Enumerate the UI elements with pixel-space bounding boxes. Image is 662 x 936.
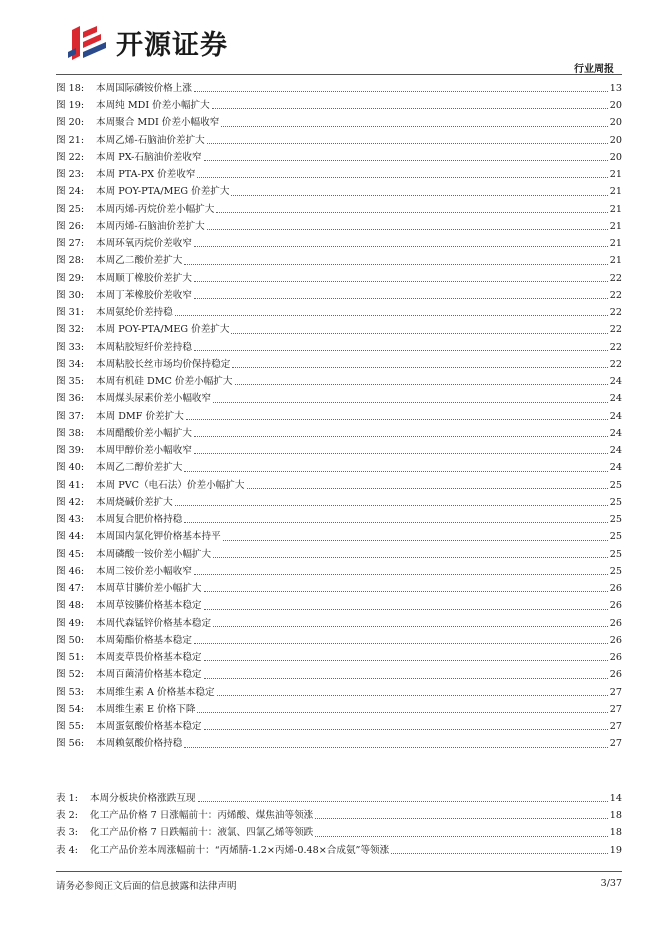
entry-page-number: 21 (609, 186, 622, 198)
figure-toc-entry[interactable] (56, 391, 622, 408)
entry-title: 本周丙烯-石脑油价差扩大 (96, 220, 205, 232)
dot-leader (194, 298, 608, 299)
dot-leader (184, 747, 607, 748)
figure-toc-entry[interactable] (56, 166, 622, 183)
entry-number: 图 50: (56, 634, 85, 646)
entry-page-number: 26 (609, 600, 622, 612)
entry-title: 本周草铵膦价格基本稳定 (96, 600, 202, 612)
entry-page-number: 26 (609, 617, 622, 629)
figure-toc-entry[interactable] (56, 598, 622, 615)
entry-number: 图 20: (56, 117, 85, 129)
entry-page-number: 21 (609, 203, 622, 215)
dot-leader (216, 212, 607, 213)
table-toc-entry[interactable] (56, 825, 622, 842)
dot-leader (194, 453, 608, 454)
figure-toc-entry[interactable] (56, 511, 622, 528)
entry-page-number: 22 (609, 341, 622, 353)
dot-leader (184, 264, 607, 265)
entry-title: 本周煤头尿素价差小幅收窄 (96, 393, 212, 405)
entry-title: 本周有机硅 DMC 价差小幅扩大 (96, 376, 233, 388)
entry-number: 图 54: (56, 703, 85, 715)
entry-page-number: 25 (609, 479, 622, 491)
entry-title: 本周丙烯-丙烷价差小幅扩大 (96, 203, 215, 215)
entry-page-number: 24 (609, 462, 622, 474)
entry-number: 图 51: (56, 652, 85, 664)
entry-title: 本周百菌清价格基本稳定 (96, 669, 202, 681)
entry-page-number: 22 (609, 307, 622, 319)
entry-number: 图 42: (56, 496, 85, 508)
figure-toc-entry[interactable] (56, 149, 622, 166)
figure-toc-entry[interactable] (56, 184, 622, 201)
dot-leader (194, 350, 608, 351)
figure-toc-entry[interactable] (56, 201, 622, 218)
entry-page-number: 22 (609, 358, 622, 370)
brand-name: 开源证券 (116, 29, 228, 61)
dot-leader (197, 712, 607, 713)
entry-number: 图 39: (56, 445, 85, 457)
entry-number: 表 4: (56, 844, 78, 856)
figure-toc-entry[interactable] (56, 615, 622, 632)
dot-leader (221, 126, 607, 127)
footer-divider (56, 871, 622, 872)
figure-toc-entry[interactable] (56, 649, 622, 666)
figure-toc-entry[interactable] (56, 253, 622, 270)
dot-leader (213, 402, 608, 403)
figure-toc-entry[interactable] (56, 339, 622, 356)
dot-leader (194, 643, 608, 644)
entry-title: 本周纯 MDI 价差小幅扩大 (96, 100, 210, 112)
entry-page-number: 19 (609, 844, 622, 856)
dot-leader (204, 678, 608, 679)
entry-number: 图 55: (56, 721, 85, 733)
entry-number: 图 38: (56, 427, 85, 439)
entry-number: 图 46: (56, 565, 85, 577)
entry-title: 本周麦草畏价格基本稳定 (96, 652, 202, 664)
entry-page-number: 26 (609, 634, 622, 646)
figure-toc-entry[interactable] (56, 287, 622, 304)
entry-page-number: 25 (609, 531, 622, 543)
dot-leader (315, 818, 608, 819)
entry-number: 图 31: (56, 307, 85, 319)
entry-number: 图 32: (56, 324, 85, 336)
dot-leader (175, 315, 608, 316)
entry-page-number: 27 (609, 703, 622, 715)
entry-page-number: 13 (609, 82, 622, 94)
entry-title: 本周 PTA-PX 价差收窄 (96, 169, 196, 181)
entry-number: 图 28: (56, 255, 85, 267)
entry-page-number: 27 (609, 738, 622, 750)
entry-title: 本周环氧丙烷价差收窄 (96, 238, 192, 250)
figure-toc-entry[interactable] (56, 494, 622, 511)
figure-list (56, 80, 622, 753)
entry-number: 图 24: (56, 186, 85, 198)
entry-page-number: 20 (609, 134, 622, 146)
entry-number: 图 40: (56, 462, 85, 474)
entry-title: 本周粘胶短纤价差持稳 (96, 341, 192, 353)
entry-page-number: 26 (609, 583, 622, 595)
figure-toc-entry[interactable] (56, 235, 622, 252)
entry-page-number: 21 (609, 238, 622, 250)
entry-title: 本周复合肥价格持稳 (96, 514, 183, 526)
entry-page-number: 26 (609, 652, 622, 664)
dot-leader (231, 333, 607, 334)
dot-leader (184, 471, 607, 472)
entry-number: 表 3: (56, 827, 78, 839)
entry-title: 本周赖氨酸价格持稳 (96, 738, 183, 750)
dot-leader (223, 540, 608, 541)
figure-toc-entry[interactable] (56, 718, 622, 735)
figure-toc-entry[interactable] (56, 304, 622, 321)
entry-title: 本周乙二酸价差扩大 (96, 255, 183, 267)
figure-toc-entry[interactable] (56, 460, 622, 477)
entry-page-number: 27 (609, 721, 622, 733)
entry-title: 本周聚合 MDI 价差小幅收窄 (96, 117, 220, 129)
dot-leader (235, 384, 608, 385)
dot-leader (175, 505, 608, 506)
entry-title: 本周草甘膦价差小幅扩大 (96, 583, 202, 595)
entry-page-number: 25 (609, 496, 622, 508)
entry-number: 图 34: (56, 358, 85, 370)
dot-leader (204, 160, 608, 161)
entry-number: 图 44: (56, 531, 85, 543)
entry-title: 本周 PX-石脑油价差收窄 (96, 151, 202, 163)
brand-logo (66, 22, 266, 62)
dot-leader (232, 367, 607, 368)
entry-title: 化工产品价差本周涨幅前十：“丙烯腈-1.2×丙烯-0.48×合成氨”等领涨 (90, 844, 390, 856)
entry-page-number: 20 (609, 100, 622, 112)
entry-page-number: 20 (609, 117, 622, 129)
table-toc-entry[interactable] (56, 790, 622, 807)
entry-title: 本周国内氯化钾价格基本持平 (96, 531, 221, 543)
dot-leader (204, 609, 608, 610)
entry-title: 本周 POY-PTA/MEG 价差扩大 (96, 186, 230, 198)
entry-number: 图 48: (56, 600, 85, 612)
entry-number: 图 27: (56, 238, 85, 250)
entry-page-number: 22 (609, 289, 622, 301)
dot-leader (217, 695, 608, 696)
dot-leader (194, 436, 608, 437)
figure-toc-entry[interactable] (56, 322, 622, 339)
header-divider (56, 74, 622, 75)
entry-number: 图 36: (56, 393, 85, 405)
entry-title: 本周氨纶价差持稳 (96, 307, 173, 319)
page-number: 3/37 (600, 878, 622, 889)
figure-toc-entry[interactable] (56, 632, 622, 649)
entry-title: 本周二铵价差小幅收窄 (96, 565, 192, 577)
dot-leader (204, 729, 608, 730)
dot-leader (204, 591, 608, 592)
entry-number: 图 49: (56, 617, 85, 629)
entry-number: 图 19: (56, 100, 85, 112)
entry-page-number: 24 (609, 376, 622, 388)
page-footer (56, 878, 622, 892)
entry-page-number: 22 (609, 324, 622, 336)
entry-number: 图 30: (56, 289, 85, 301)
entry-title: 本周甲醇价差小幅收窄 (96, 445, 192, 457)
dot-leader (198, 801, 608, 802)
entry-number: 图 26: (56, 220, 85, 232)
table-list (56, 790, 622, 859)
kaiyuan-logo-icon (66, 22, 110, 62)
entry-page-number: 24 (609, 445, 622, 457)
dot-leader (247, 488, 608, 489)
entry-page-number: 26 (609, 669, 622, 681)
entry-number: 图 56: (56, 738, 85, 750)
dot-leader (194, 246, 608, 247)
entry-number: 图 53: (56, 686, 85, 698)
dot-leader (207, 143, 608, 144)
figure-toc-entry[interactable] (56, 546, 622, 563)
dot-leader (231, 195, 607, 196)
entry-number: 图 35: (56, 376, 85, 388)
entry-title: 本周粘胶长丝市场均价保持稳定 (96, 358, 231, 370)
entry-title: 本周 DMF 价差扩大 (96, 410, 184, 422)
figure-toc-entry[interactable] (56, 115, 622, 132)
figure-toc-entry[interactable] (56, 356, 622, 373)
entry-title: 本周代森锰锌价格基本稳定 (96, 617, 212, 629)
entry-number: 图 45: (56, 548, 85, 560)
dot-leader (207, 229, 608, 230)
entry-page-number: 24 (609, 393, 622, 405)
figure-toc-entry[interactable] (56, 442, 622, 459)
dot-leader (184, 522, 607, 523)
figure-toc-entry[interactable] (56, 563, 622, 580)
entry-title: 本周国际磷铵价格上涨 (96, 82, 192, 94)
entry-title: 化工产品价格 7 日涨幅前十：丙烯酸、煤焦油等领涨 (90, 810, 314, 822)
entry-title: 本周分板块价格涨跌互现 (90, 792, 196, 804)
entry-page-number: 25 (609, 548, 622, 560)
dot-leader (197, 177, 607, 178)
entry-page-number: 24 (609, 427, 622, 439)
entry-number: 图 23: (56, 169, 85, 181)
entry-page-number: 24 (609, 410, 622, 422)
dot-leader (194, 281, 608, 282)
figure-toc-entry[interactable] (56, 580, 622, 597)
entry-title: 本周菊酯价格基本稳定 (96, 634, 192, 646)
footer-disclaimer: 请务必参阅正文后面的信息披露和法律声明 (56, 881, 237, 892)
entry-page-number: 18 (609, 827, 622, 839)
figure-toc-entry[interactable] (56, 701, 622, 718)
entry-title: 本周醋酸价差小幅扩大 (96, 427, 192, 439)
figure-toc-entry[interactable] (56, 477, 622, 494)
table-toc-entry[interactable] (56, 807, 622, 824)
dot-leader (186, 419, 608, 420)
entry-number: 图 37: (56, 410, 85, 422)
dot-leader (213, 626, 608, 627)
entry-number: 图 21: (56, 134, 85, 146)
entry-page-number: 25 (609, 514, 622, 526)
dot-leader (194, 574, 608, 575)
page-header (0, 0, 662, 78)
figure-toc-entry[interactable] (56, 667, 622, 684)
dot-leader (194, 91, 608, 92)
report-type-label: 行业周报 (574, 64, 614, 75)
entry-number: 图 43: (56, 514, 85, 526)
entry-number: 图 25: (56, 203, 85, 215)
dot-leader (204, 660, 608, 661)
figure-toc-entry[interactable] (56, 80, 622, 97)
dot-leader (213, 557, 608, 558)
dot-leader (315, 836, 608, 837)
entry-page-number: 21 (609, 220, 622, 232)
figure-toc-entry[interactable] (56, 408, 622, 425)
entry-title: 本周 POY-PTA/MEG 价差扩大 (96, 324, 230, 336)
figure-toc-entry[interactable] (56, 218, 622, 235)
figure-toc-entry[interactable] (56, 373, 622, 390)
entry-title: 本周蛋氨酸价格基本稳定 (96, 721, 202, 733)
entry-page-number: 20 (609, 151, 622, 163)
entry-number: 图 52: (56, 669, 85, 681)
entry-number: 图 29: (56, 272, 85, 284)
entry-page-number: 21 (609, 169, 622, 181)
entry-title: 本周丁苯橡胶价差收窄 (96, 289, 192, 301)
entry-number: 图 41: (56, 479, 85, 491)
entry-title: 本周烧碱价差扩大 (96, 496, 173, 508)
figure-toc-entry[interactable] (56, 270, 622, 287)
entry-title: 本周维生素 E 价格下降 (96, 703, 196, 715)
figure-toc-entry[interactable] (56, 684, 622, 701)
entry-page-number: 14 (609, 792, 622, 804)
entry-title: 化工产品价格 7 日跌幅前十：液氯、四氯乙烯等领跌 (90, 827, 314, 839)
dot-leader (391, 853, 608, 854)
entry-number: 表 1: (56, 792, 78, 804)
entry-title: 本周 PVC（电石法）价差小幅扩大 (96, 479, 245, 491)
entry-number: 图 22: (56, 151, 85, 163)
figure-toc-entry[interactable] (56, 736, 622, 753)
figure-toc-entry[interactable] (56, 529, 622, 546)
figure-toc-entry[interactable] (56, 132, 622, 149)
figure-toc-entry[interactable] (56, 425, 622, 442)
entry-page-number: 18 (609, 810, 622, 822)
entry-title: 本周乙烯-石脑油价差扩大 (96, 134, 205, 146)
entry-page-number: 22 (609, 272, 622, 284)
figure-toc-entry[interactable] (56, 97, 622, 114)
entry-title: 本周维生素 A 价格基本稳定 (96, 686, 215, 698)
entry-number: 图 47: (56, 583, 85, 595)
entry-title: 本周乙二醇价差扩大 (96, 462, 183, 474)
entry-number: 表 2: (56, 810, 78, 822)
entry-number: 图 18: (56, 82, 85, 94)
entry-number: 图 33: (56, 341, 85, 353)
entry-title: 本周磷酸一铵价差小幅扩大 (96, 548, 212, 560)
table-toc-entry[interactable] (56, 842, 622, 859)
dot-leader (212, 108, 608, 109)
entry-page-number: 25 (609, 565, 622, 577)
entry-page-number: 21 (609, 255, 622, 267)
entry-page-number: 27 (609, 686, 622, 698)
entry-title: 本周顺丁橡胶价差扩大 (96, 272, 192, 284)
